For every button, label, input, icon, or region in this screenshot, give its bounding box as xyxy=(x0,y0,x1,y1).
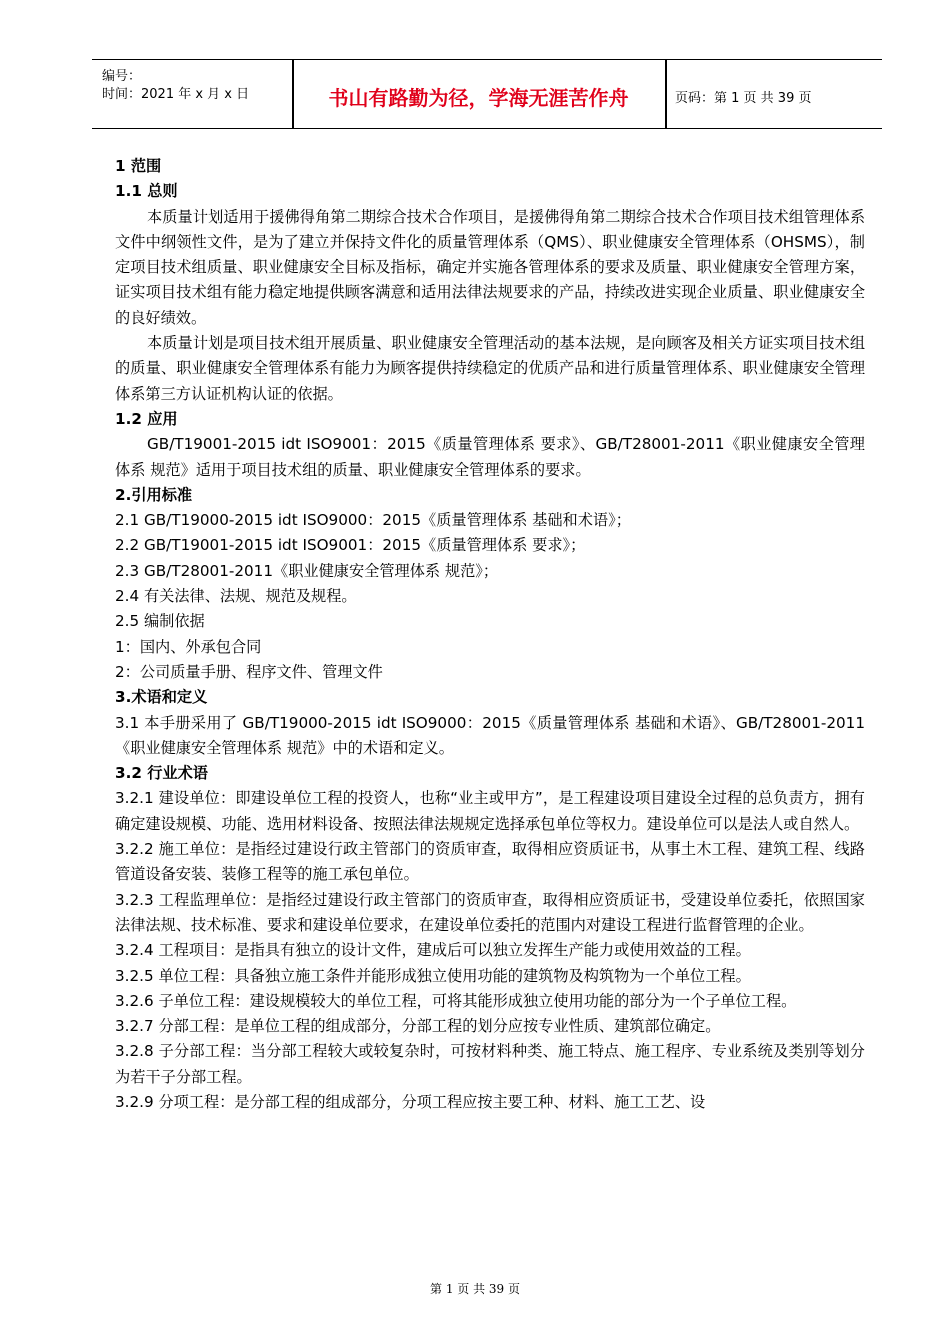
section-heading: 1.2 应用 xyxy=(115,409,178,428)
list-item: 2.2 GB/T19001-2015 idt ISO9001：2015《质量管理体系 要求》； xyxy=(115,536,586,555)
term-definition: 3.2.2 施工单位：是指经过建设行政主管部门的资质审查，取得相应资质证书，从事土木工程、建筑工程、线路管道设备安装、装修工程等的施工承包单位。 xyxy=(115,840,865,884)
list-item: 2.5 编制依据 xyxy=(115,612,205,631)
header-code-label: 编号： xyxy=(102,69,142,84)
header-page-label: 页码：第 1 页 共 39 页 xyxy=(675,91,812,106)
header-time-label: 时间：2021 年 x 月 x 日 xyxy=(102,87,250,102)
term-definition: 3.2.3 工程监理单位：是指经过建设行政主管部门的资质审查，取得相应资质证书，受建设单位委托，依照国家法律法规、技术标准、要求和建设单位要求，在建设单位委托的范围内对建设工程进行监督管理的企业。 xyxy=(115,890,865,934)
list-item: 1：国内、外承包合同 xyxy=(115,637,262,656)
section-heading: 3.术语和定义 xyxy=(115,688,208,707)
paragraph: 本质量计划是项目技术组开展质量、职业健康安全管理活动的基本法规，是向顾客及相关方证实项目技术组的质量、职业健康安全管理体系有能力为顾客提供持续稳定的优质产品和进行质量管理体系、职业健康安全管理体系第三方认证机构认证的依据。 xyxy=(115,334,865,403)
term-definition: 3.2.8 子分部工程：当分部工程较大或较复杂时，可按材料种类、施工特点、施工程序、专业系统及类别等划分为若干子分部工程。 xyxy=(115,1042,865,1086)
header-divider xyxy=(665,60,667,128)
term-definition: 3.2.7 分部工程：是单位工程的组成部分，分部工程的划分应按专业性质、建筑部位确定。 xyxy=(115,1017,721,1036)
section-heading: 1 范围 xyxy=(115,157,162,175)
list-item: 2.4 有关法律、法规、规范及规程。 xyxy=(115,587,357,606)
list-item: 2.1 GB/T19000-2015 idt ISO9000：2015《质量管理体系 基础和术语》； xyxy=(115,511,631,530)
list-item: 2：公司质量手册、程序文件、管理文件 xyxy=(115,662,383,681)
page-header xyxy=(92,59,882,129)
page-footer: 第 1 页 共 39 页 xyxy=(430,1282,520,1296)
term-definition: 3.2.4 工程项目：是指具有独立的设计文件，建成后可以独立发挥生产能力或使用效益的工程。 xyxy=(115,941,751,960)
section-heading: 2.引用标准 xyxy=(115,485,193,504)
paragraph: 本质量计划适用于援佛得角第二期综合技术合作项目，是援佛得角第二期综合技术合作项目技术组管理体系文件中纲领性文件，是为了建立并保持文件化的质量管理体系（QMS）、职业健康安全管理体系（OHSMS），制定项目技术组质量、职业健康安全目标及指标，确定并实施各管理体系的要求及质量、职业健康安全管理方案，证实项目技术组有能力稳定地提供顾客满意和适用法律法规要求的产品，持续改进实现企业质量、职业健康安全的良好绩效。 xyxy=(115,207,865,327)
term-definition: 3.2.5 单位工程：具备独立施工条件并能形成独立使用功能的建筑物及构筑物为一个单位工程。 xyxy=(115,966,751,985)
term-definition: 3.2.6 子单位工程：建设规模较大的单位工程，可将其能形成独立使用功能的部分为一个子单位工程。 xyxy=(115,991,797,1010)
term-definition: 3.2.1 建设单位：即建设单位工程的投资人，也称“业主或甲方”，是工程建设项目建设全过程的总负责方，拥有确定建设规模、功能、选用材料设备、按照法律法规规定选择承包单位等权力。建设单位可以是法人或自然人。 xyxy=(115,789,865,833)
list-item: 2.3 GB/T28001-2011《职业健康安全管理体系 规范》； xyxy=(115,561,499,580)
document-body xyxy=(115,154,865,1115)
section-heading: 3.2 行业术语 xyxy=(115,764,208,783)
section-heading: 1.1 总则 xyxy=(115,182,178,201)
term-definition: 3.2.9 分项工程：是分部工程的组成部分，分项工程应按主要工种、材料、施工工艺、设 xyxy=(115,1092,706,1111)
paragraph: GB/T19001-2015 idt ISO9001：2015《质量管理体系 要求》、GB/T28001-2011《职业健康安全管理体系 规范》适用于项目技术组的质量、职业健康安全管理体系的要求。 xyxy=(115,435,865,479)
paragraph: 3.1 本手册采用了 GB/T19000-2015 idt ISO9000：2015《质量管理体系 基础和术语》、GB/T28001-2011《职业健康安全管理体系 规范》中的术语和定义。 xyxy=(115,713,865,757)
header-motto: 书山有路勤为径，学海无涯苦作舟 xyxy=(328,86,629,110)
